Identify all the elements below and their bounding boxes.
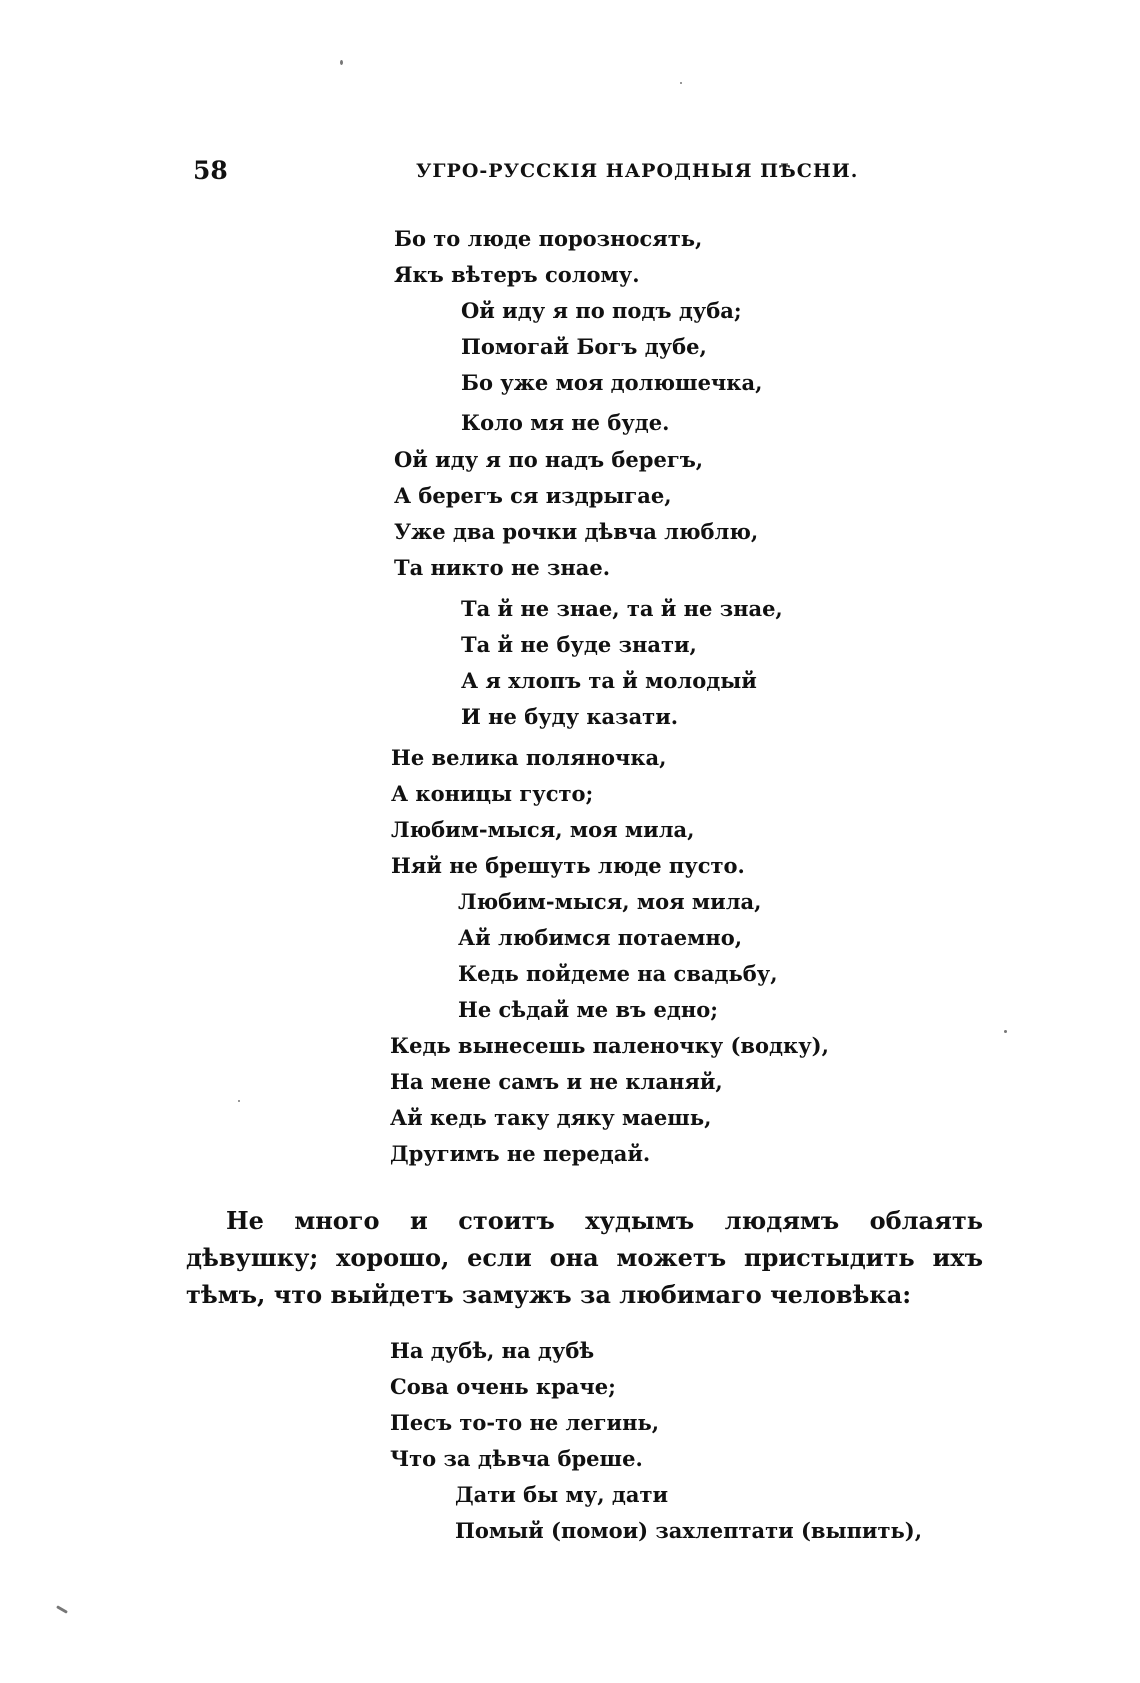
verse-line: Ой иду я по надъ берегъ, (394, 447, 704, 472)
scan-speck (680, 82, 682, 84)
verse-line: Что за дѣвча бреше. (390, 1446, 643, 1471)
verse-line: Не велика поляночка, (391, 745, 667, 770)
scan-speck (1004, 1030, 1007, 1033)
verse-line: А берегъ ся издрыгае, (394, 483, 672, 508)
verse-line: А коницы густо; (391, 781, 594, 806)
verse-line: Кедь вынесешь паленочку (водку), (390, 1033, 829, 1058)
verse-line: Кедь пойдеме на свадьбу, (458, 961, 778, 986)
verse-line: Ой иду я по подъ дуба; (461, 298, 742, 323)
running-title: УГРО-РУССКІЯ НАРОДНЫЯ ПѢСНИ. (416, 160, 859, 182)
verse-line: Бо то люде порозносять, (394, 226, 703, 251)
verse-line: Та й не буде знати, (461, 632, 697, 657)
verse-line: Песъ то-то не легинь, (390, 1410, 660, 1435)
verse-line: Сова очень краче; (390, 1374, 616, 1399)
verse-line: Не сѣдай ме въ едно; (458, 997, 718, 1022)
verse-line: Ай кедь таку дяку маешь, (390, 1105, 712, 1130)
verse-line: Бо уже моя долюшечка, (461, 370, 763, 395)
verse-line: Та никто не знае. (394, 555, 611, 580)
verse-line: Няй не брешуть люде пусто. (391, 853, 745, 878)
verse-line: Любим-мыся, моя мила, (391, 817, 695, 842)
verse-line: Любим-мыся, моя мила, (458, 889, 762, 914)
scan-speck (56, 1605, 68, 1614)
verse-line: Помогай Богъ дубе, (461, 334, 707, 359)
verse-line: Другимъ не передай. (390, 1141, 651, 1166)
verse-line: На дубѣ, на дубѣ (390, 1338, 595, 1363)
verse-line: Помый (помои) захлептати (выпить), (455, 1518, 923, 1543)
scan-speck (340, 60, 343, 65)
verse-line: Та й не знае, та й не знае, (461, 596, 783, 621)
prose-paragraph: Не много и стоитъ худымъ людямъ облаять дѣвушку; хорошо, если она можетъ пристыдить ихъ тѣмъ, что выйдетъ замужъ за любимаго человѣка: (186, 1206, 983, 1309)
verse-line: Дати бы му, дати (455, 1482, 669, 1507)
verse-line: А я хлопъ та й молодый (461, 668, 757, 693)
verse-line: И не буду казати. (461, 704, 679, 729)
verse-line: Якъ вѣтеръ солому. (394, 262, 640, 287)
verse-line: Уже два рочки дѣвча люблю, (394, 519, 759, 544)
scan-speck (238, 1100, 240, 1102)
verse-line: На мене самъ и не кланяй, (390, 1069, 723, 1094)
verse-line: Коло мя не буде. (461, 410, 670, 435)
verse-line: Ай любимся потаемно, (458, 925, 743, 950)
page-number: 58 (193, 156, 228, 185)
